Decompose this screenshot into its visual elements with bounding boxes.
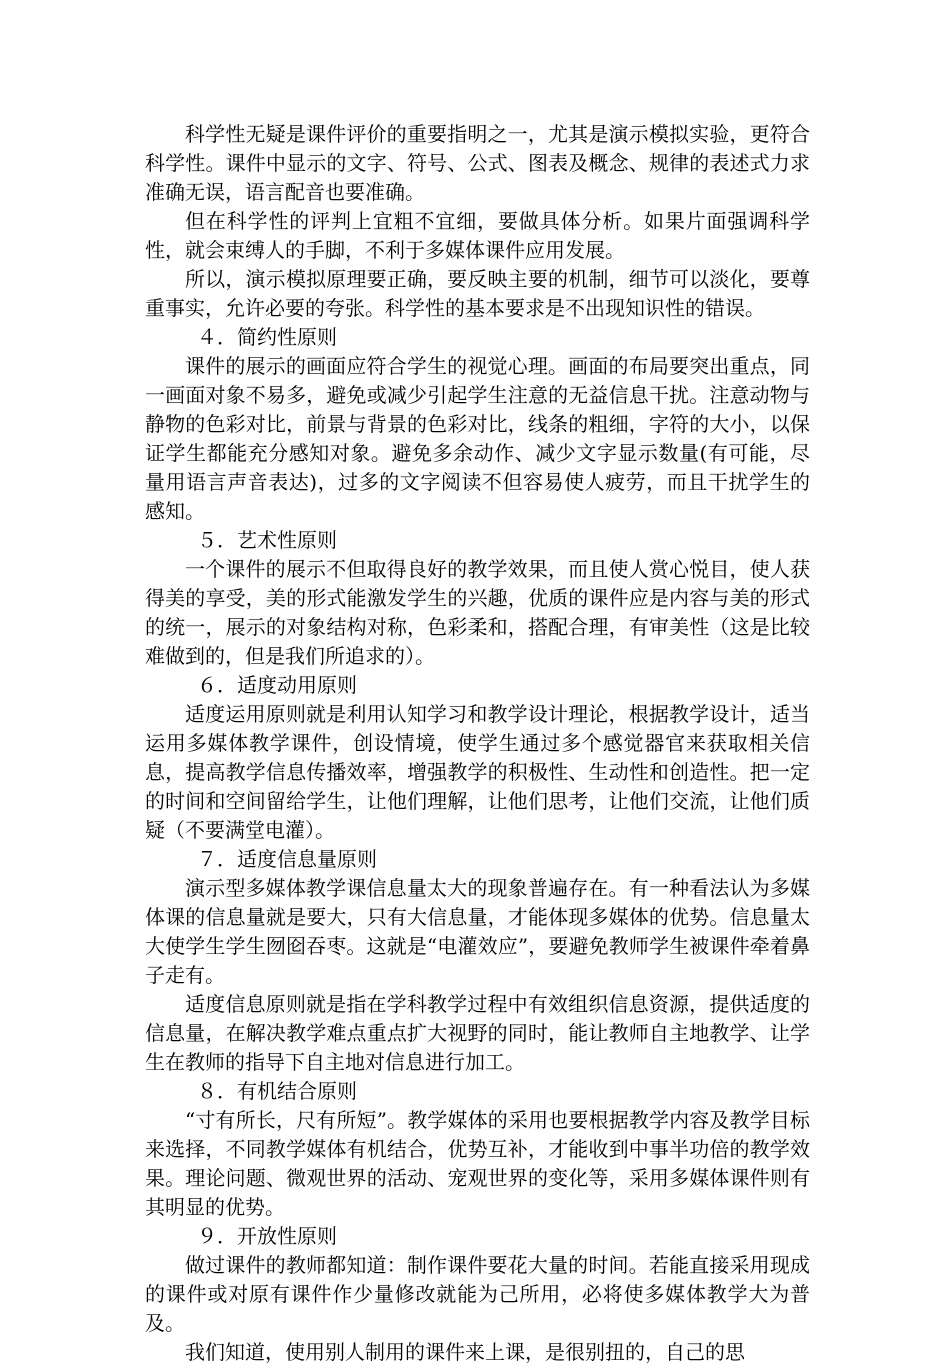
paragraph: 我们知道，使用别人制用的课件来上课，是很别扭的，自己的思: [185, 1340, 745, 1364]
section-heading-8: ８．有机结合原则: [197, 1079, 357, 1103]
paragraph: 做过课件的教师都知道：制作课件要花大量的时间。若能直接采用现成的课件或对原有课件作少量修改就能为己所用，必将使多媒体教学大为普及。: [145, 1253, 810, 1335]
section-heading-7: ７．适度信息量原则: [197, 847, 377, 871]
paragraph: 科学性无疑是课件评价的重要指明之一，尤其是演示模拟实验，更符合科学性。课件中显示的文字、符号、公式、图表及概念、规律的表述式力求准确无误，语言配音也要准确。: [145, 122, 810, 204]
section-heading-4: ４．简约性原则: [197, 325, 337, 349]
paragraph: 所以，演示模拟原理要正确，要反映主要的机制，细节可以淡化，要尊重事实，允许必要的夸张。科学性的基本要求是不出现知识性的错误。: [145, 267, 810, 320]
section-heading-5: ５．艺术性原则: [197, 528, 337, 552]
paragraph: 适度信息原则就是指在学科教学过程中有效组织信息资源，提供适度的信息量，在解决教学难点重点扩大视野的同时，能让教师自主地教学、让学生在教师的指导下自主地对信息进行加工。: [145, 992, 810, 1074]
document-body: [145, 120, 810, 1367]
paragraph: 但在科学性的评判上宜粗不宜细，要做具体分析。如果片面强调科学性，就会束缚人的手脚，不利于多媒体课件应用发展。: [145, 209, 810, 262]
paragraph: 演示型多媒体教学课信息量太大的现象普遍存在。有一种看法认为多媒体课的信息量就是要大，只有大信息量，才能体现多媒体的优势。信息量太大使学生学生囫囵吞枣。这就是“电灌效应”，要避免教师学生被课件牵着鼻子走有。: [145, 876, 810, 987]
paragraph: 一个课件的展示不但取得良好的教学效果，而且使人赏心悦目，使人获得美的享受，美的形式能激发学生的兴趣，优质的课件应是内容与美的形式的统一，展示的对象结构对称，色彩柔和，搭配合理，有审美性（这是比较难做到的，但是我们所追求的）。: [145, 557, 810, 668]
paragraph: 课件的展示的画面应符合学生的视觉心理。画面的布局要突出重点，同一画面对象不易多，避免或减少引起学生注意的无益信息干扰。注意动物与静物的色彩对比，前景与背景的色彩对比，线条的粗细，字符的大小，以保证学生都能充分感知对象。避免多余动作、减少文字显示数量(有可能，尽量用语言声音表达)，过多的文字阅读不但容易使人疲劳，而且干扰学生的感知。: [145, 354, 810, 523]
section-heading-9: ９．开放性原则: [197, 1224, 337, 1248]
paragraph: “寸有所长，尺有所短”。教学媒体的采用也要根据教学内容及教学目标来选择，不同教学媒体有机结合，优势互补，才能收到中事半功倍的教学效果。理论问题、微观世界的活动、宠观世界的变化等，采用多媒体课件则有其明显的优势。: [145, 1108, 810, 1219]
section-heading-6: ６．适度动用原则: [197, 673, 357, 697]
paragraph: 适度运用原则就是利用认知学习和教学设计理论，根据教学设计，适当运用多媒体教学课件，创设情境，使学生通过多个感觉器官来获取相关信息，提高教学信息传播效率，增强教学的积极性、生动性和创造性。把一定的时间和空间留给学生，让他们理解，让他们思考，让他们交流，让他们质疑（不要满堂电灌）。: [145, 702, 810, 842]
